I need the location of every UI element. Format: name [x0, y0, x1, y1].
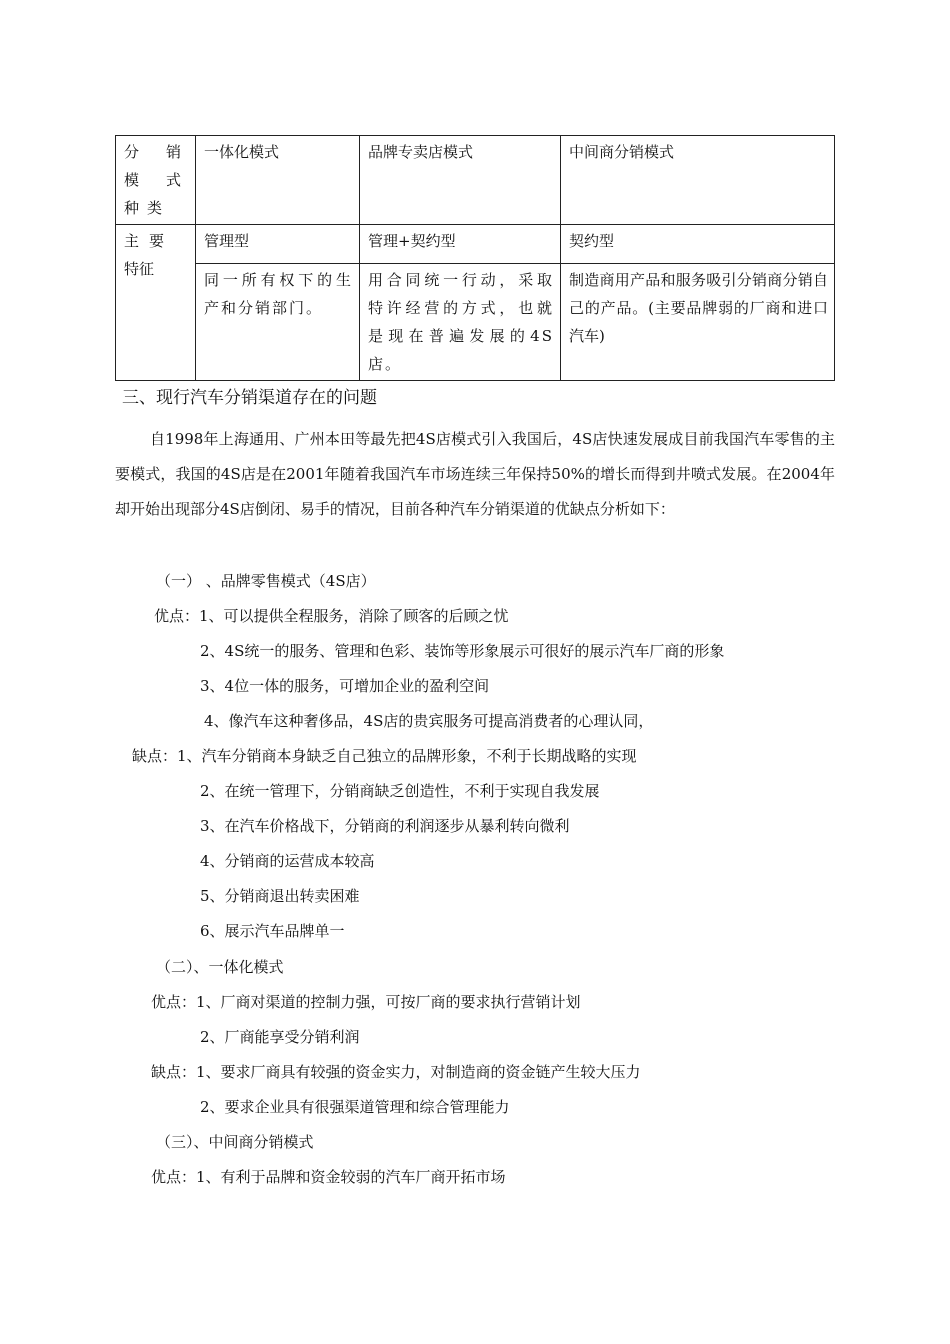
table-row — [116, 264, 835, 381]
advantage-item: 优点：1、有利于品牌和资金较弱的汽车厂商开拓市场 — [151, 1168, 506, 1186]
table-cell: 制造商用产品和服务吸引分销商分销自己的产品。(主要品牌弱的厂商和进口汽车) — [561, 264, 835, 381]
subsection-heading: （二）、一体化模式 — [156, 958, 284, 976]
advantage-item: 3、4位一体的服务，可增加企业的盈利空间 — [200, 677, 490, 695]
table-header-cell: 中间商分销模式 — [561, 136, 835, 225]
table-cell: 用合同统一行动，采取特许经营的方式，也就是现在普遍发展的4S店。 — [360, 264, 561, 381]
disadvantage-item: 缺点：1、要求厂商具有较强的资金实力，对制造商的资金链产生较大压力 — [151, 1063, 641, 1081]
advantage-item: 优点：1、可以提供全程服务，消除了顾客的后顾之忧 — [154, 607, 509, 625]
subsection-heading: （一） 、品牌零售模式（4S店） — [156, 572, 376, 590]
table-cell: 契约型 — [561, 225, 835, 264]
subsection-heading: （三）、中间商分销模式 — [156, 1133, 314, 1151]
table-header-cell: 分 销 模式种类 — [116, 136, 196, 225]
disadvantage-item: 3、在汽车价格战下，分销商的利润逐步从暴利转向微利 — [200, 817, 570, 835]
disadvantage-item: 2、在统一管理下，分销商缺乏创造性，不利于实现自我发展 — [200, 782, 600, 800]
disadvantage-item: 6、展示汽车品牌单一 — [200, 922, 345, 940]
table-header-row — [116, 136, 835, 225]
distribution-mode-table — [115, 135, 835, 381]
disadvantage-item: 4、分销商的运营成本较高 — [200, 852, 375, 870]
table-cell: 管理+契约型 — [360, 225, 561, 264]
table-cell: 管理型 — [196, 225, 360, 264]
advantage-item: 2、厂商能享受分销利润 — [200, 1028, 360, 1046]
disadvantage-item: 缺点：1、汽车分销商本身缺乏自己独立的品牌形象，不利于长期战略的实现 — [132, 747, 637, 765]
advantage-item: 优点：1、厂商对渠道的控制力强，可按厂商的要求执行营销计划 — [151, 993, 581, 1011]
table-header-cell: 一体化模式 — [196, 136, 360, 225]
intro-paragraph: 自1998年上海通用、广州本田等最先把4S店模式引入我国后，4S店快速发展成目前我国汽车零售的主要模式，我国的4S店是在2001年随着我国汽车市场连续三年保持50%的增长而得到井喷式发展。在2004年却开始出现部分4S店倒闭、易手的情况，目前各种汽车分销渠道的优缺点分析如下： — [115, 430, 835, 518]
disadvantage-item: 5、分销商退出转卖困难 — [200, 887, 360, 905]
disadvantage-item: 2、要求企业具有很强渠道管理和综合管理能力 — [200, 1098, 510, 1116]
section-heading: 三、现行汽车分销渠道存在的问题 — [122, 388, 377, 408]
table-header-cell: 品牌专卖店模式 — [360, 136, 561, 225]
advantage-item: 4、像汽车这种奢侈品，4S店的贵宾服务可提高消费者的心理认同， — [204, 712, 654, 730]
table-cell: 同一所有权下的生产和分销部门。 — [196, 264, 360, 381]
table-row — [116, 225, 835, 264]
advantage-item: 2、4S统一的服务、管理和色彩、装饰等形象展示可很好的展示汽车厂商的形象 — [200, 642, 725, 660]
feature-label: 主要特征 — [124, 232, 164, 278]
feature-label-cell — [116, 225, 196, 381]
